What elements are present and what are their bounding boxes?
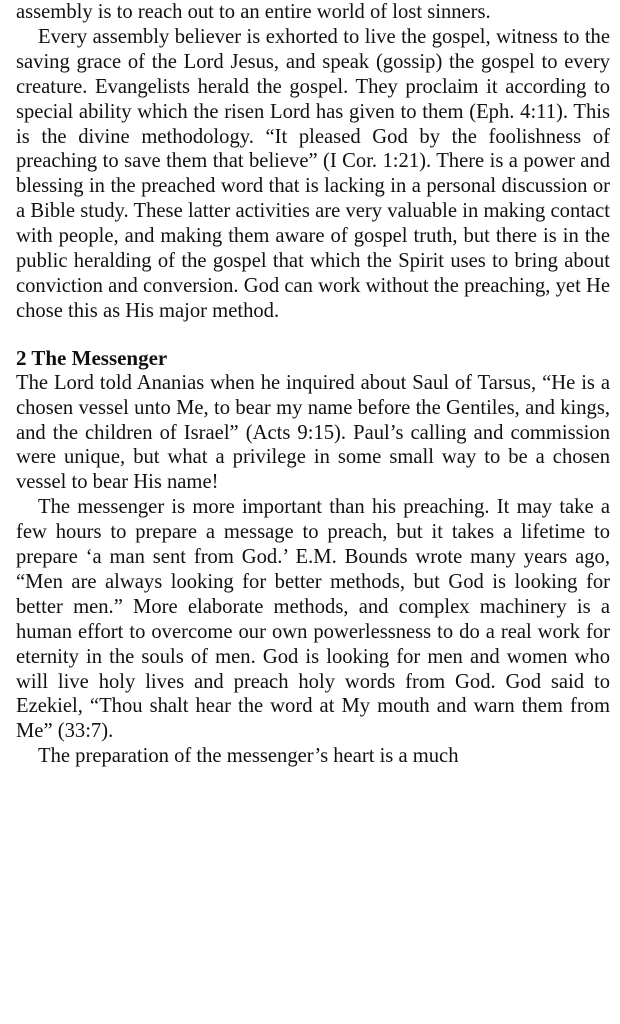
paragraph-continuation: assembly is to reach out to an entire world of lost sinners. <box>16 1 491 23</box>
paragraph-messenger: The messenger is more important than his preaching. It may take a few hours to prepare a message to preach, but it takes a lifetime to prepare ‘a man sent from God.’ E.M. Bounds wrote many years ago, “Men are always looking for better methods, but God is looking for better men.” More elaborate methods, and complex machinery is a human effort to overcome our own powerlessness to do a real work for eternity in the souls of men. God is looking for men and women who will live holy lives and preach holy words from God. God said to Ezekiel, “Thou shalt hear the word at My mouth and warn them from Me” (33:7). <box>16 496 610 743</box>
paragraph-ananias: The Lord told Ananias when he inquired about Saul of Tarsus, “He is a chosen vessel unto Me, to bear my name before the Gentiles, and kings, and the children of Israel” (Acts 9:15). Paul’s calling and commission were unique, but what a privilege in some small way to be a chosen vessel to bear His name! <box>16 371 610 494</box>
document-page <box>16 0 610 769</box>
section-heading: 2 The Messenger <box>16 345 168 370</box>
paragraph-preparation: The preparation of the messenger’s heart is a much <box>38 745 459 768</box>
paragraph-evangelism: Every assembly believer is exhorted to live the gospel, witness to the saving grace of the Lord Jesus, and speak (gossip) the gospel to every creature. Evangelists herald the gospel. They proclaim it according to special ability which the risen Lord has given to them (Eph. 4:11). This is the divine methodology. “It pleased God by the foolishness of preaching to save them that believe” (I Cor. 1:21). There is a power and blessing in the preached word that is lacking in a personal discussion or a Bible study. These latter activities are very valuable in making contact with people, and making them aware of gospel truth, but there is in the public heralding of the gospel that which the Spirit uses to bring about conviction and conversion. God can work without the preaching, yet He chose this as His major method. <box>16 25 610 322</box>
